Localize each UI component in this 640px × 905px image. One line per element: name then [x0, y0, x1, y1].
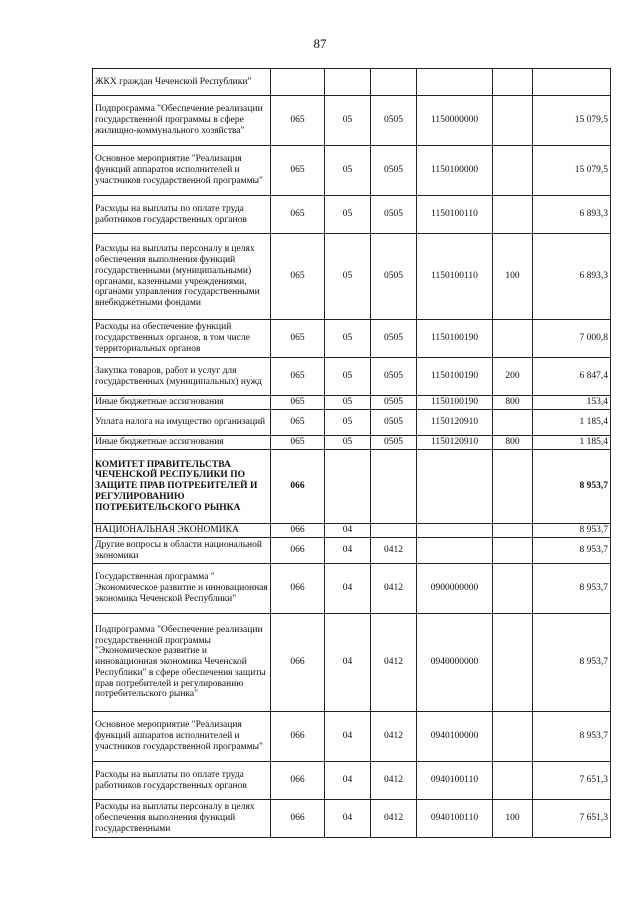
amount-cell: 6 893,3	[533, 234, 611, 320]
target-article-cell: 1150100190	[417, 396, 493, 410]
row-name-cell: Иные бюджетные ассигнования	[93, 436, 271, 450]
table-row	[93, 69, 611, 96]
section-code-cell	[325, 69, 371, 96]
section-code-cell: 05	[325, 436, 371, 450]
table-row	[93, 450, 611, 524]
expense-type-cell	[493, 196, 533, 234]
target-article-cell: 0940100000	[417, 712, 493, 762]
subsection-code-cell: 0505	[371, 396, 417, 410]
expense-type-cell	[493, 614, 533, 712]
row-name-cell: ЖКХ граждан Чеченской Республики"	[93, 69, 271, 96]
expense-type-cell	[493, 450, 533, 524]
ministry-code-cell: 065	[271, 96, 325, 146]
expense-type-cell	[493, 410, 533, 436]
section-code-cell: 04	[325, 524, 371, 538]
ministry-code-cell: 066	[271, 614, 325, 712]
target-article-cell: 1150000000	[417, 96, 493, 146]
row-name-cell: Расходы на выплаты по оплате труда работников государственных органов	[93, 762, 271, 800]
expense-type-cell	[493, 538, 533, 564]
expense-type-cell: 800	[493, 436, 533, 450]
ministry-code-cell: 065	[271, 196, 325, 234]
amount-cell: 1 185,4	[533, 410, 611, 436]
target-article-cell	[417, 450, 493, 524]
ministry-code-cell: 066	[271, 450, 325, 524]
amount-cell: 6 847,4	[533, 358, 611, 396]
row-name-cell: Подпрограмма "Обеспечение реализации государственной программы "Экономическое развитие и инновационная экономика Чеченской Республики" в сфере обеспечения защиты прав потребителей и регулированию потребительского рынка"	[93, 614, 271, 712]
amount-cell: 8 953,7	[533, 614, 611, 712]
amount-cell: 8 953,7	[533, 712, 611, 762]
row-name-cell: Расходы на выплаты персоналу в целях обеспечения выполнения функций государственными	[93, 800, 271, 838]
ministry-code-cell: 065	[271, 436, 325, 450]
subsection-code-cell: 0505	[371, 436, 417, 450]
ministry-code-cell: 066	[271, 762, 325, 800]
row-name-cell: Подпрограмма "Обеспечение реализации государственной программы в сфере жилищно-коммунального хозяйства"	[93, 96, 271, 146]
amount-cell: 6 893,3	[533, 196, 611, 234]
target-article-cell: 1150100000	[417, 146, 493, 196]
section-code-cell: 05	[325, 320, 371, 358]
row-name-cell: Расходы на выплаты персоналу в целях обеспечения выполнения функций государственными (муниципальными) органами, казенными учреждениями, органами управления государственными внебюджетными фондами	[93, 234, 271, 320]
target-article-cell: 1150100190	[417, 358, 493, 396]
table-row	[93, 762, 611, 800]
section-code-cell: 04	[325, 538, 371, 564]
expense-type-cell	[493, 712, 533, 762]
row-name-cell: Расходы на выплаты по оплате труда работников государственных органов	[93, 196, 271, 234]
table-row	[93, 564, 611, 614]
table-row	[93, 146, 611, 196]
ministry-code-cell: 065	[271, 320, 325, 358]
ministry-code-cell: 065	[271, 410, 325, 436]
section-code-cell: 04	[325, 712, 371, 762]
row-name-cell: Основное мероприятие "Реализация функций аппаратов исполнителей и участников государственной программы"	[93, 146, 271, 196]
page-number: 87	[313, 36, 327, 51]
subsection-code-cell	[371, 450, 417, 524]
amount-cell: 8 953,7	[533, 524, 611, 538]
expense-type-cell	[493, 320, 533, 358]
expense-type-cell: 100	[493, 800, 533, 838]
section-code-cell: 05	[325, 234, 371, 320]
expense-type-cell	[493, 564, 533, 614]
subsection-code-cell: 0505	[371, 146, 417, 196]
target-article-cell: 0940100110	[417, 762, 493, 800]
table-row	[93, 396, 611, 410]
subsection-code-cell: 0412	[371, 614, 417, 712]
amount-cell	[533, 69, 611, 96]
table-row	[93, 436, 611, 450]
expense-type-cell	[493, 146, 533, 196]
subsection-code-cell: 0505	[371, 234, 417, 320]
table-row	[93, 410, 611, 436]
section-code-cell: 04	[325, 762, 371, 800]
amount-cell: 8 953,7	[533, 538, 611, 564]
table-row	[93, 320, 611, 358]
row-name-cell: Основное мероприятие "Реализация функций аппаратов исполнителей и участников государственной программы"	[93, 712, 271, 762]
target-article-cell	[417, 69, 493, 96]
ministry-code-cell: 065	[271, 146, 325, 196]
row-name-cell: Государственная программа " Экономическое развитие и инновационная экономика Чеченской Республики"	[93, 564, 271, 614]
amount-cell: 15 079,5	[533, 146, 611, 196]
table-row	[93, 234, 611, 320]
subsection-code-cell: 0505	[371, 410, 417, 436]
expense-type-cell: 100	[493, 234, 533, 320]
target-article-cell: 0940100110	[417, 800, 493, 838]
subsection-code-cell: 0505	[371, 320, 417, 358]
ministry-code-cell: 066	[271, 564, 325, 614]
table-row	[93, 800, 611, 838]
ministry-code-cell: 066	[271, 538, 325, 564]
table-row	[93, 96, 611, 146]
subsection-code-cell	[371, 69, 417, 96]
section-code-cell: 04	[325, 614, 371, 712]
subsection-code-cell: 0412	[371, 800, 417, 838]
subsection-code-cell: 0505	[371, 358, 417, 396]
section-code-cell: 05	[325, 96, 371, 146]
subsection-code-cell: 0505	[371, 96, 417, 146]
amount-cell: 1 185,4	[533, 436, 611, 450]
expense-type-cell	[493, 524, 533, 538]
row-name-cell: КОМИТЕТ ПРАВИТЕЛЬСТВА ЧЕЧЕНСКОЙ РЕСПУБЛИКИ ПО ЗАЩИТЕ ПРАВ ПОТРЕБИТЕЛЕЙ И РЕГУЛИРОВАНИЮ ПОТРЕБИТЕЛЬСКОГО РЫНКА	[93, 450, 271, 524]
subsection-code-cell: 0412	[371, 712, 417, 762]
ministry-code-cell: 065	[271, 358, 325, 396]
expense-type-cell: 200	[493, 358, 533, 396]
target-article-cell: 1150100190	[417, 320, 493, 358]
target-article-cell	[417, 524, 493, 538]
amount-cell: 7 651,3	[533, 762, 611, 800]
budget-table	[92, 68, 611, 838]
section-code-cell: 05	[325, 396, 371, 410]
ministry-code-cell: 066	[271, 712, 325, 762]
row-name-cell: Другие вопросы в области национальной экономики	[93, 538, 271, 564]
target-article-cell: 1150120910	[417, 436, 493, 450]
table-row	[93, 196, 611, 234]
expense-type-cell	[493, 69, 533, 96]
table-row	[93, 712, 611, 762]
section-code-cell: 04	[325, 564, 371, 614]
row-name-cell: Уплата налога на имущество организаций	[93, 410, 271, 436]
section-code-cell: 05	[325, 196, 371, 234]
table-row	[93, 614, 611, 712]
row-name-cell: Расходы на обеспечение функций государственных органов, в том числе территориальных органов	[93, 320, 271, 358]
section-code-cell: 05	[325, 146, 371, 196]
target-article-cell: 0940000000	[417, 614, 493, 712]
subsection-code-cell: 0505	[371, 196, 417, 234]
table-row	[93, 538, 611, 564]
table-row	[93, 524, 611, 538]
subsection-code-cell: 0412	[371, 762, 417, 800]
target-article-cell: 1150100110	[417, 234, 493, 320]
row-name-cell: Закупка товаров, работ и услуг для государственных (муниципальных) нужд	[93, 358, 271, 396]
ministry-code-cell: 066	[271, 800, 325, 838]
amount-cell: 153,4	[533, 396, 611, 410]
target-article-cell	[417, 538, 493, 564]
subsection-code-cell: 0412	[371, 564, 417, 614]
amount-cell: 7 000,8	[533, 320, 611, 358]
expense-type-cell	[493, 762, 533, 800]
target-article-cell: 0900000000	[417, 564, 493, 614]
row-name-cell: Иные бюджетные ассигнования	[93, 396, 271, 410]
section-code-cell: 05	[325, 410, 371, 436]
expense-type-cell	[493, 96, 533, 146]
section-code-cell: 05	[325, 358, 371, 396]
amount-cell: 15 079,5	[533, 96, 611, 146]
subsection-code-cell	[371, 524, 417, 538]
table-row	[93, 358, 611, 396]
ministry-code-cell: 066	[271, 524, 325, 538]
amount-cell: 7 651,3	[533, 800, 611, 838]
row-name-cell: НАЦИОНАЛЬНАЯ ЭКОНОМИКА	[93, 524, 271, 538]
ministry-code-cell: 065	[271, 234, 325, 320]
amount-cell: 8 953,7	[533, 564, 611, 614]
ministry-code-cell	[271, 69, 325, 96]
amount-cell: 8 953,7	[533, 450, 611, 524]
section-code-cell	[325, 450, 371, 524]
subsection-code-cell: 0412	[371, 538, 417, 564]
target-article-cell: 1150120910	[417, 410, 493, 436]
target-article-cell: 1150100110	[417, 196, 493, 234]
ministry-code-cell: 065	[271, 396, 325, 410]
expense-type-cell: 800	[493, 396, 533, 410]
section-code-cell: 04	[325, 800, 371, 838]
